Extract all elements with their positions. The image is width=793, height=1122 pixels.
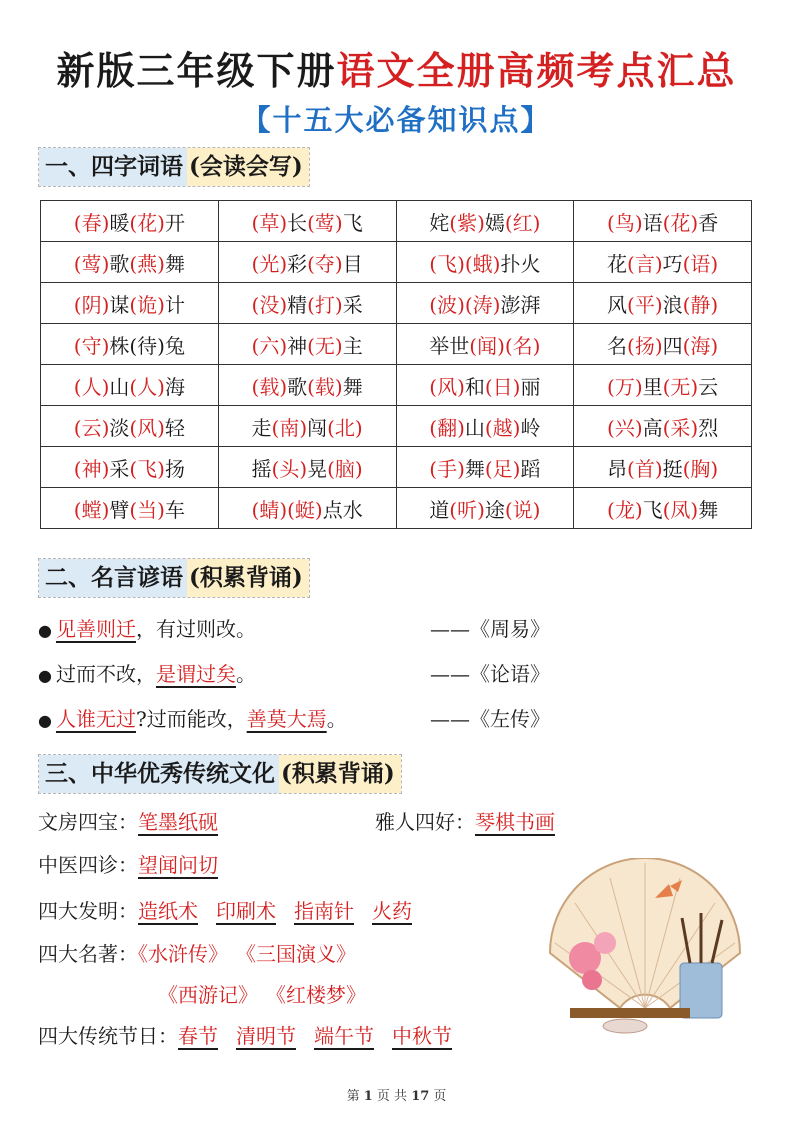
word-cell bbox=[41, 488, 219, 529]
word-row bbox=[41, 242, 752, 283]
given-char: 谋 bbox=[109, 292, 130, 317]
answer-char: (北) bbox=[327, 415, 363, 440]
word-cell bbox=[218, 406, 396, 447]
answer-char: (说) bbox=[504, 497, 541, 522]
answer-char: (龙) bbox=[607, 497, 643, 522]
answer-char: (莺) bbox=[307, 210, 343, 235]
answer-char: (扬) bbox=[627, 333, 663, 358]
fan-illustration bbox=[530, 858, 760, 1038]
word-row bbox=[41, 283, 752, 324]
answer-char: (阴) bbox=[73, 292, 110, 317]
word-cell bbox=[41, 283, 219, 324]
answer-char: (海) bbox=[682, 333, 719, 358]
word-cell bbox=[218, 324, 396, 365]
culture-value: 望闻问切 bbox=[138, 853, 218, 877]
word-cell bbox=[41, 242, 219, 283]
quote-source: ——《左传》 bbox=[430, 707, 550, 731]
section-sub: (积累背诵) bbox=[187, 559, 309, 597]
culture-item: 清明节 bbox=[236, 1024, 296, 1048]
answer-char: (莺) bbox=[73, 251, 110, 276]
given-char: 目 bbox=[342, 251, 363, 276]
answer-char: (无) bbox=[662, 374, 699, 399]
answer-char: (红) bbox=[504, 210, 541, 235]
culture-item: 《三国演义》 bbox=[236, 942, 356, 966]
answer-char: (蜻) bbox=[251, 497, 288, 522]
quote-highlight: 见善则迁 bbox=[55, 617, 136, 641]
word-cell bbox=[41, 201, 219, 242]
quote-line: ● 人谁无过?过而能改，善莫大焉。 bbox=[38, 707, 347, 731]
page-footer: 第 1 页 共 17 页 bbox=[346, 1089, 447, 1104]
given-char: 点水 bbox=[322, 497, 363, 522]
word-cell bbox=[218, 365, 396, 406]
answer-char: (人) bbox=[129, 374, 165, 399]
given-char: 扑火 bbox=[500, 251, 541, 276]
given-char: 举世 bbox=[429, 333, 470, 358]
given-char: 昂 bbox=[607, 456, 628, 481]
given-char: 高 bbox=[642, 415, 663, 440]
given-char: 花 bbox=[607, 251, 628, 276]
answer-char: (胸) bbox=[682, 456, 719, 481]
culture-zhongyi: 中医四诊：望闻问切 bbox=[38, 853, 218, 877]
answer-char: (蛾) bbox=[464, 251, 501, 276]
culture-item: 《西游记》 bbox=[158, 983, 258, 1007]
word-cell bbox=[396, 488, 574, 529]
word-cell bbox=[41, 406, 219, 447]
given-char: 歌 bbox=[109, 251, 130, 276]
answer-char: (日) bbox=[484, 374, 521, 399]
word-cell bbox=[574, 447, 752, 488]
given-char: 走 bbox=[251, 415, 272, 440]
section-heading-culture bbox=[38, 754, 402, 794]
word-cell bbox=[396, 406, 574, 447]
answer-char: (平) bbox=[627, 292, 663, 317]
given-char: 舞 bbox=[164, 251, 185, 276]
answer-char: (打) bbox=[307, 292, 343, 317]
answer-char: (足) bbox=[484, 456, 521, 481]
answer-char: (语) bbox=[682, 251, 719, 276]
answer-char: (无) bbox=[307, 333, 343, 358]
given-char: 海 bbox=[164, 374, 185, 399]
given-char: 语 bbox=[642, 210, 663, 235]
given-char: 采 bbox=[109, 456, 130, 481]
quote-line: ● 见善则迁，有过则改。 bbox=[38, 617, 256, 641]
given-char: 计 bbox=[164, 292, 185, 317]
culture-item: 火药 bbox=[372, 899, 412, 923]
given-char: 扬 bbox=[164, 456, 185, 481]
word-cell bbox=[396, 447, 574, 488]
culture-item: 造纸术 bbox=[138, 899, 198, 923]
answer-char: (飞) bbox=[129, 456, 165, 481]
culture-jieri: 四大传统节日：春节 清明节 端午节 中秋节 bbox=[38, 1024, 452, 1048]
given-char: 香 bbox=[698, 210, 719, 235]
given-char: 飞 bbox=[342, 210, 363, 235]
answer-char: (采) bbox=[662, 415, 699, 440]
answer-char: (手) bbox=[429, 456, 465, 481]
given-char: 岭 bbox=[520, 415, 541, 440]
answer-char: (神) bbox=[73, 456, 110, 481]
word-cell bbox=[218, 201, 396, 242]
given-char: 浪 bbox=[662, 292, 683, 317]
given-char: 和 bbox=[464, 374, 485, 399]
answer-char: (闻) bbox=[469, 333, 505, 358]
culture-item: 端午节 bbox=[314, 1024, 374, 1048]
given-char: 闯 bbox=[307, 415, 328, 440]
given-char: 晃 bbox=[307, 456, 328, 481]
given-char: 姹 bbox=[429, 210, 450, 235]
given-char: 巧 bbox=[662, 251, 683, 276]
answer-char: (没) bbox=[251, 292, 288, 317]
answer-char: (听) bbox=[449, 497, 485, 522]
answer-char: (诡) bbox=[129, 292, 165, 317]
word-cell bbox=[574, 365, 752, 406]
word-row bbox=[41, 365, 752, 406]
given-char: 途 bbox=[484, 497, 505, 522]
answer-char: (云) bbox=[73, 415, 110, 440]
given-char: 淡 bbox=[109, 415, 130, 440]
answer-char: (人) bbox=[73, 374, 110, 399]
page-number: 1 bbox=[363, 1089, 373, 1104]
answer-char: (载) bbox=[307, 374, 343, 399]
four-character-words-table bbox=[40, 200, 752, 529]
culture-value: 笔墨纸砚 bbox=[138, 810, 218, 834]
given-char: 车 bbox=[164, 497, 185, 522]
word-cell bbox=[396, 201, 574, 242]
given-char: 四 bbox=[662, 333, 683, 358]
given-char: 烈 bbox=[698, 415, 719, 440]
word-row bbox=[41, 488, 752, 529]
word-cell bbox=[396, 283, 574, 324]
section-heading-quotes bbox=[38, 558, 310, 598]
word-cell bbox=[396, 365, 574, 406]
answer-char: (南) bbox=[271, 415, 308, 440]
given-char: 丽 bbox=[520, 374, 541, 399]
given-char: 轻 bbox=[164, 415, 185, 440]
given-char: 株(待)兔 bbox=[109, 333, 185, 358]
title-black: 新版三年级下册 bbox=[56, 48, 337, 93]
section-main: 一、四字词语 bbox=[39, 148, 187, 186]
section-main: 二、名言谚语 bbox=[39, 559, 187, 597]
answer-char: (名) bbox=[504, 333, 541, 358]
page-subtitle: 【十五大必备知识点】 bbox=[241, 103, 552, 137]
answer-char: (静) bbox=[682, 292, 719, 317]
page-title bbox=[0, 40, 793, 95]
word-cell bbox=[396, 324, 574, 365]
given-char: 摇 bbox=[251, 456, 272, 481]
given-char: 舞 bbox=[342, 374, 363, 399]
answer-char: (燕) bbox=[129, 251, 165, 276]
answer-char: (首) bbox=[627, 456, 663, 481]
answer-char: (万) bbox=[607, 374, 643, 399]
answer-char: (守) bbox=[73, 333, 110, 358]
section-main: 三、中华优秀传统文化 bbox=[39, 755, 279, 793]
given-char: 舞 bbox=[698, 497, 719, 522]
answer-char: (言) bbox=[627, 251, 663, 276]
answer-char: (蜓) bbox=[287, 497, 323, 522]
answer-char: (草) bbox=[251, 210, 288, 235]
section-sub: (积累背诵) bbox=[279, 755, 401, 793]
answer-char: (风) bbox=[429, 374, 465, 399]
culture-item: 指南针 bbox=[294, 899, 354, 923]
given-char: 歌 bbox=[287, 374, 308, 399]
section-heading-words bbox=[38, 147, 310, 187]
answer-char: (紫) bbox=[449, 210, 485, 235]
word-cell bbox=[574, 201, 752, 242]
answer-char: (脑) bbox=[327, 456, 363, 481]
answer-char: (螳) bbox=[73, 497, 110, 522]
quote-line: ● 过而不改，是谓过矣。 bbox=[38, 662, 256, 686]
given-char: 蹈 bbox=[520, 456, 541, 481]
answer-char: (兴) bbox=[607, 415, 643, 440]
word-cell bbox=[41, 324, 219, 365]
word-cell bbox=[574, 488, 752, 529]
culture-mingzhu-line2 bbox=[158, 978, 366, 1012]
answer-char: (花) bbox=[662, 210, 699, 235]
culture-yaren: 雅人四好：琴棋书画 bbox=[375, 810, 555, 834]
given-char: 里 bbox=[642, 374, 663, 399]
quote-source: ——《周易》 bbox=[430, 617, 550, 641]
answer-char: (当) bbox=[129, 497, 165, 522]
word-cell bbox=[218, 242, 396, 283]
word-cell bbox=[218, 488, 396, 529]
quote-highlight: 善莫大焉 bbox=[246, 707, 327, 731]
given-char: 精 bbox=[287, 292, 308, 317]
given-char: 云 bbox=[698, 374, 719, 399]
given-char: 飞 bbox=[642, 497, 663, 522]
word-cell bbox=[574, 242, 752, 283]
given-char: 舞 bbox=[464, 456, 485, 481]
given-char: 暖 bbox=[109, 210, 130, 235]
answer-char: (涛) bbox=[464, 292, 501, 317]
word-cell bbox=[218, 283, 396, 324]
word-cell bbox=[574, 324, 752, 365]
culture-mingzhu: 四大名著：《水浒传》 《三国演义》 bbox=[38, 942, 356, 966]
word-cell bbox=[218, 447, 396, 488]
page-total: 17 bbox=[411, 1089, 430, 1104]
culture-item: 《水浒传》 bbox=[138, 942, 228, 966]
culture-item: 印刷术 bbox=[216, 899, 276, 923]
given-char: 山 bbox=[109, 374, 130, 399]
quote-highlight: 是谓过矣 bbox=[155, 662, 236, 686]
answer-char: (越) bbox=[484, 415, 521, 440]
answer-char: (夺) bbox=[307, 251, 343, 276]
word-cell bbox=[574, 283, 752, 324]
answer-char: (飞) bbox=[429, 251, 465, 276]
word-cell bbox=[574, 406, 752, 447]
given-char: 采 bbox=[342, 292, 363, 317]
word-cell bbox=[41, 365, 219, 406]
culture-wenfang: 文房四宝：笔墨纸砚 bbox=[38, 810, 218, 834]
culture-item: 春节 bbox=[178, 1024, 218, 1048]
title-red: 语文全册高频考点汇总 bbox=[336, 48, 737, 93]
given-char: 澎湃 bbox=[500, 292, 541, 317]
word-cell bbox=[41, 447, 219, 488]
answer-char: (花) bbox=[129, 210, 165, 235]
answer-char: (翻) bbox=[429, 415, 465, 440]
quote-highlight: 人谁无过 bbox=[55, 707, 136, 731]
word-row bbox=[41, 406, 752, 447]
quote-source: ——《论语》 bbox=[430, 662, 550, 686]
inkstone-icon bbox=[603, 1019, 647, 1033]
answer-char: (载) bbox=[251, 374, 288, 399]
answer-char: (头) bbox=[271, 456, 308, 481]
answer-char: (波) bbox=[429, 292, 465, 317]
word-row bbox=[41, 324, 752, 365]
word-cell bbox=[396, 242, 574, 283]
given-char: 彩 bbox=[287, 251, 308, 276]
answer-char: (凤) bbox=[662, 497, 699, 522]
given-char: 风 bbox=[607, 292, 628, 317]
given-char: 臂 bbox=[109, 497, 130, 522]
answer-char: (六) bbox=[251, 333, 288, 358]
given-char: 主 bbox=[342, 333, 363, 358]
answer-char: (风) bbox=[129, 415, 165, 440]
section-sub: (会读会写) bbox=[187, 148, 309, 186]
answer-char: (春) bbox=[73, 210, 110, 235]
given-char: 开 bbox=[164, 210, 185, 235]
given-char: 挺 bbox=[662, 456, 683, 481]
answer-char: (鸟) bbox=[607, 210, 643, 235]
culture-value: 琴棋书画 bbox=[475, 810, 555, 834]
word-row bbox=[41, 447, 752, 488]
culture-item: 《红楼梦》 bbox=[266, 983, 366, 1007]
word-row bbox=[41, 201, 752, 242]
given-char: 神 bbox=[287, 333, 308, 358]
culture-faming: 四大发明：造纸术 印刷术 指南针 火药 bbox=[38, 899, 412, 923]
stand-icon bbox=[570, 1008, 690, 1018]
given-char: 嫣 bbox=[484, 210, 505, 235]
given-char: 山 bbox=[464, 415, 485, 440]
given-char: 长 bbox=[287, 210, 308, 235]
given-char: 道 bbox=[429, 497, 450, 522]
given-char: 名 bbox=[607, 333, 628, 358]
answer-char: (光) bbox=[251, 251, 288, 276]
culture-item: 中秋节 bbox=[392, 1024, 452, 1048]
